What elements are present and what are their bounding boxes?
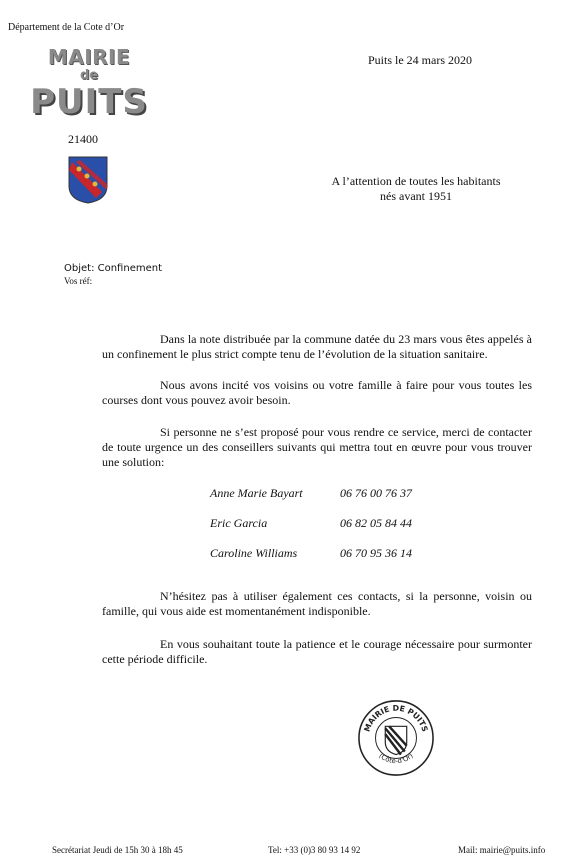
body-paragraph-5 <box>102 637 532 667</box>
body-paragraph-2 <box>102 378 532 408</box>
recipient-block <box>298 174 534 204</box>
postcode: 21400 <box>68 132 98 146</box>
footer-secretariat: Secrétariat Jeudi de 15h 30 à 18h 45 <box>52 845 183 855</box>
seal-bottom-text: (Côte-d'Or) <box>377 751 415 766</box>
footer-phone: Tel: +33 (0)3 80 93 14 92 <box>268 845 361 855</box>
paragraph-text: Si personne ne s’est proposé pour vous rendre ce service, merci de contacter de toute urgence un des conseillers suivants qui mettra tout en œuvre pour vous trouver une solution: <box>102 425 532 469</box>
recipient-line-1: A l’attention de toutes les habitants <box>331 174 501 188</box>
contact-phone: 06 70 95 36 14 <box>340 546 412 560</box>
contact-phone: 06 82 05 84 44 <box>340 516 412 530</box>
subject-line: Objet: Confinement <box>64 263 162 274</box>
coat-of-arms-icon <box>68 156 108 204</box>
department-label: Département de la Cote d’Or <box>8 22 125 33</box>
paragraph-text: En vous souhaitant toute la patience et le courage nécessaire pour surmonter cette période difficile. <box>102 637 532 666</box>
date-line: Puits le 24 mars 2020 <box>368 53 472 67</box>
seal-shield-icon <box>385 726 406 754</box>
contact-phone: 06 76 00 76 37 <box>340 486 412 500</box>
contact-name: Caroline Williams <box>210 546 298 560</box>
logo-puits-text: PUITS <box>30 82 148 122</box>
paragraph-text: Nous avons incité vos voisins ou votre famille à faire pour vous toutes les courses dont vous pouvez avoir besoin. <box>102 378 532 407</box>
paragraph-text: Dans la note distribuée par la commune datée du 23 mars vous êtes appelés à un confinement le plus strict compte tenu de l’évolution de la situation sanitaire. <box>102 332 532 361</box>
body-paragraph-1 <box>102 332 532 362</box>
footer-email: Mail: mairie@puits.info <box>458 845 546 855</box>
seal-top-text: MAIRIE DE PUITS <box>362 703 430 733</box>
logo-de-text: de <box>79 68 99 83</box>
body-paragraph-3 <box>102 425 532 470</box>
recipient-line-2: nés avant 1951 <box>380 189 452 203</box>
logo-mairie-text: MAIRIE <box>47 45 131 69</box>
contact-name: Eric Garcia <box>210 516 268 530</box>
paragraph-text: N’hésitez pas à utiliser également ces contacts, si la personne, voisin ou famille, qui vous aide est momentanément indisponible. <box>102 589 532 618</box>
contact-name: Anne Marie Bayart <box>210 486 303 500</box>
mairie-seal-stamp <box>357 699 435 777</box>
reference-line: Vos réf: <box>64 276 93 286</box>
body-paragraph-4 <box>102 589 532 619</box>
mairie-logo <box>24 46 154 120</box>
